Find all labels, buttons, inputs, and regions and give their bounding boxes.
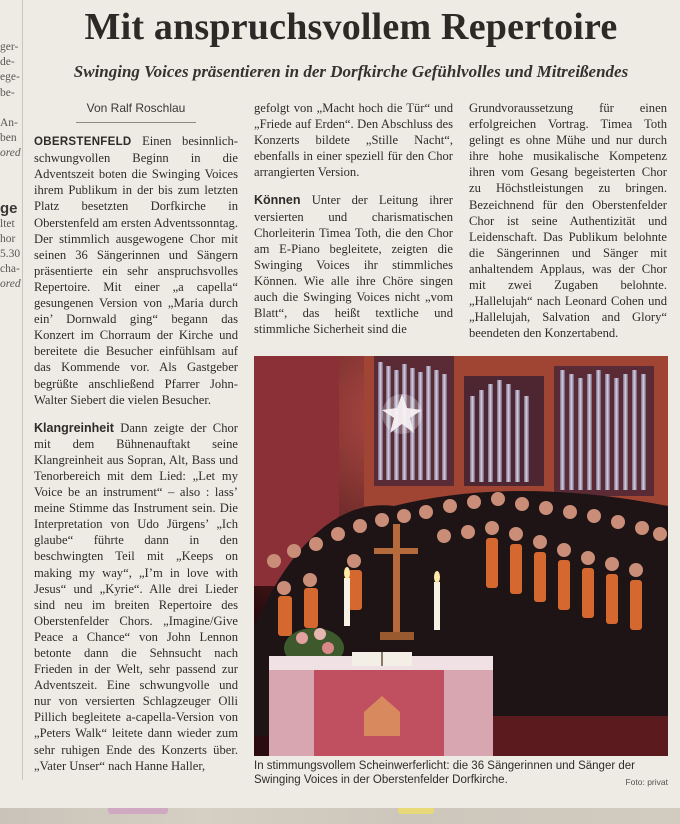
star-lamp (382, 394, 422, 434)
text-column-2 (254, 100, 453, 337)
dateline: OBERSTENFELD (34, 136, 132, 149)
closing-paragraph: Grundvoraussetzung für einen erfolgreichen Vortrag. Timea Toth gelingt es ohne Mühe und nur durch ihre hohe musikalische Kompetenz ihren vom Gesang begeisterten Chor zu Höchstleistungen zu bringen. Bezeichnend für den Oberstenfelder Chor ist seine Authentizität und Leidenschaft. Das Publikum belohnte die Sängerinnen und Sänger mit anhaltendem Applaus, was der Chor mit zwei Zugaben belohnte. „Hallelujah“ nach Leonard Cohen und „Hallelujah, Salvation and Glory“ beendeten den Konzertabend. (469, 101, 667, 341)
adjacent-line: ored (0, 278, 21, 291)
adjacent-line: ben (0, 132, 17, 145)
paragraph-klangreinheit (34, 420, 238, 774)
adjacent-line: cha- (0, 263, 20, 276)
choir-photo (254, 356, 668, 756)
adjacent-line: de- (0, 56, 15, 69)
adjacent-line: ored (0, 147, 21, 160)
page-bottom-strip (0, 808, 680, 824)
text-column-3 (469, 100, 667, 341)
color-tab-pink (108, 808, 168, 814)
article-headline: Mit anspruchsvollem Repertoire (84, 6, 618, 48)
adjacent-line: An- (0, 116, 18, 129)
adjacent-line: ltet (0, 217, 15, 230)
adjacent-line: 5.30 (0, 248, 21, 261)
adjacent-line: be- (0, 86, 15, 99)
intro-paragraph (34, 133, 238, 408)
byline: Von Ralf Roschlau (86, 101, 186, 115)
column-divider (22, 0, 23, 780)
subheading-koennen: Können (254, 193, 301, 208)
choir-photo-illustration (254, 356, 668, 756)
adjacent-column-fragment (0, 0, 21, 380)
altar (269, 652, 493, 756)
adjacent-line: ger- (0, 41, 19, 53)
continued-paragraph: gefolgt von „Macht hoch die Tür“ und „Friede auf Erden“. Den Abschluss des Konzerts bildete „Stille Nacht“, ebenfalls in einer speziell für den Chor arrangierten Version. (254, 101, 453, 180)
paragraph-gap (254, 180, 453, 192)
koennen-text: Unter der Leitung ihrer versierten und charismatischen Chorleiterin Timea Toth, die den Chor am E-Piano begleitete, zeigten die Swinging Voices ihr stimmliches Können. Wie alle ihre Chöre singen auch die Swinging Voices nicht „vom Blatt“, das heißt textliche und stimmliche Sicherheit sind die (254, 193, 453, 337)
color-tab-yellow (398, 808, 434, 814)
subheading-klangreinheit: Klangreinheit (34, 420, 114, 435)
photo-credit: Foto: privat (625, 777, 668, 787)
text-column-1 (34, 100, 238, 774)
adjacent-line: ege- (0, 71, 20, 84)
adjacent-line: hor (0, 232, 16, 245)
article-subheadline: Swinging Voices präsentieren in der Dorfkirche Gefühlvolles und Mitreißendes (73, 62, 629, 81)
klangreinheit-text: Dann zeigte der Chor mit dem Bühnenauftakt seine Klangreinheit aus Sopran, Alt, Bass und Tenorbereich mit dem Lied: „Let my Voice be an instrument“ – also : lass’ meine Stimme das Instrument sein. Die Interpretation von Udo Jürgens’ „Ich glaube“ führte dann in den beschwingten Teil mit „Keeps on making my way“, „I’m in love with Jesus“ und „Kyrie“. Alle drei Lieder sind neu im breiten Repertoire des Oberstenfelder Chors. „Imagine/Give Peace a Chance“ von John Lennon betonte dann die Sehnsucht nach Frieden in der Welt, sehr passend zur Adventszeit. Eine schwungvolle und nur von versierten Schlagzeuger Olli Pillich begleitete a-capella-Version von „Peters Walk“ leitete dann wieder zum sehr ruhigen Ende des Konzerts über. „Vater Unser“ nach Hanne Haller, (34, 420, 238, 773)
paragraph-koennen (254, 192, 453, 337)
adjacent-heading: ge (0, 200, 18, 218)
photo-caption: In stimmungsvollem Scheinwerferlicht: die 36 Sängerinnen und Sänger der Swinging Voices in der Oberstenfelder Dorfkirche. (254, 760, 635, 786)
paragraph-gap (34, 408, 238, 420)
byline-rule (76, 122, 196, 123)
intro-text: Einen besinnlich-schwungvollen Beginn in die Adventszeit boten die Swinging Voices ihrem Publikum in der bis zum letzten Platz besetzten Dorfkirche in Oberstenfeld am ersten Adventssonntag. Der stimmlich ausgewogene Chor mit seinen 36 Sängerinnen und Sängern präsentierte ein sehr anspruchsvolles Repertoire. Mit einer „a capella“ gesungenen Version von „Maria durch ein’ Dornwald ging“ begann das Konzert im Chorraum der Kirche und bereitete die Besucher einfühlsam auf das Kommende vor. Als Gastgeber begrüßte anschließend Pfarrer John-Walter Siebert die vielen Besucher. (34, 134, 238, 407)
adjacent-gap (0, 101, 18, 116)
